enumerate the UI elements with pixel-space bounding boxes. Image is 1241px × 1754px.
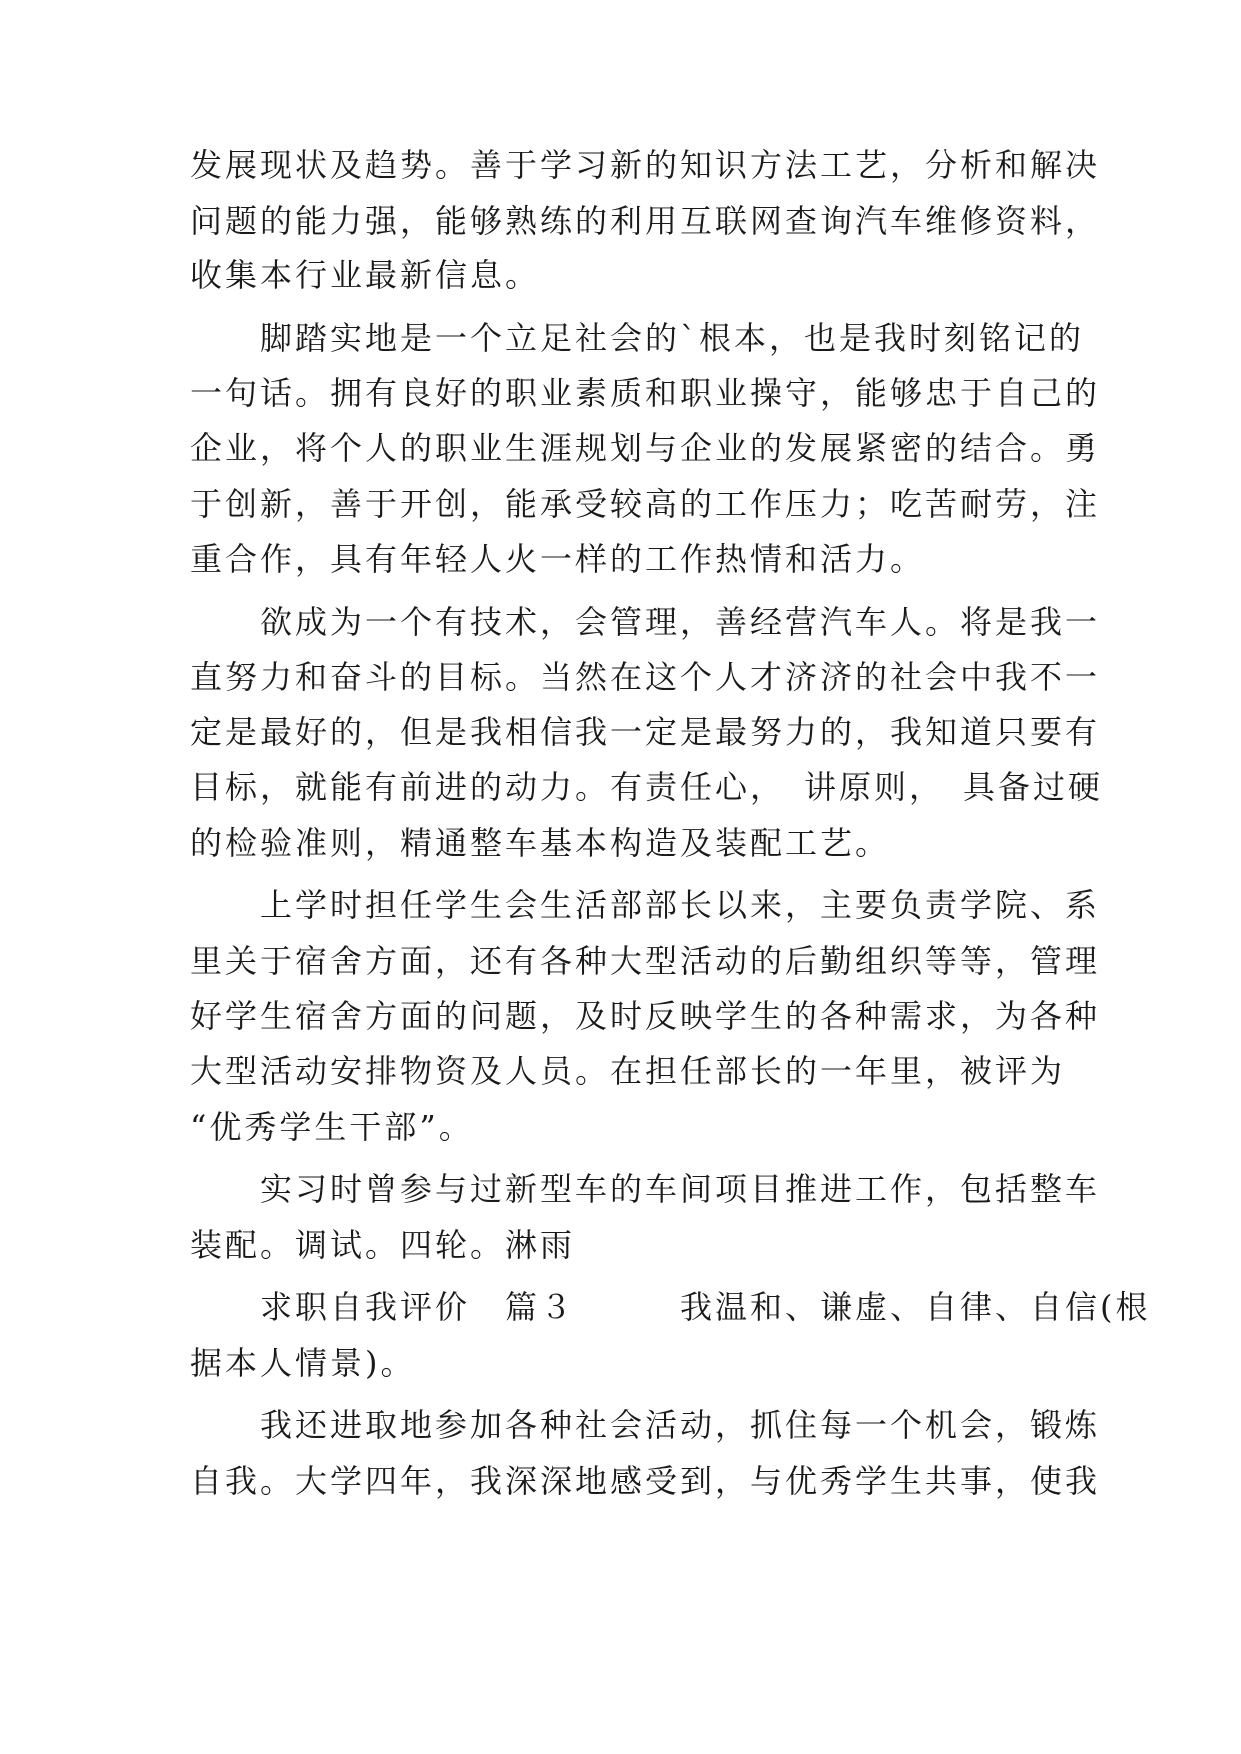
- text-line: 一句话。拥有良好的职业素质和职业操守，能够忠于自己的: [190, 374, 1101, 412]
- text-line: 问题的能力强，能够熟练的利用互联网查询汽车维修资料，: [190, 202, 1101, 240]
- text-line: 收集本行业最新信息。: [190, 256, 541, 294]
- text-line: 定是最好的，但是我相信我一定是最努力的，我知道只要有: [190, 713, 1101, 751]
- text-line: 的检验准则，精通整车基本构造及装配工艺。: [190, 824, 891, 862]
- text-line: 装配。调试。四轮。淋雨: [190, 1226, 576, 1264]
- text-line: 欲成为一个有技术，会管理，善经营汽车人。将是我一: [190, 603, 1101, 641]
- text-line: 据本人情景)。: [190, 1344, 416, 1382]
- text-line: 上学时担任学生会生活部部长以来，主要负责学院、系: [190, 886, 1101, 924]
- text-line: 求职自我评价 篇３ 我温和、谦虚、自律、自信(根: [190, 1288, 1151, 1326]
- text-line: 里关于宿舍方面，还有各种大型活动的后勤组织等等，管理: [190, 942, 1101, 980]
- text-line: 重合作，具有年轻人火一样的工作热情和活力。: [190, 540, 926, 578]
- text-line: 我还进取地参加各种社会活动，抓住每一个机会，锻炼: [190, 1406, 1101, 1444]
- text-line: 好学生宿舍方面的问题，及时反映学生的各种需求，为各种: [190, 997, 1101, 1035]
- text-line: “优秀学生干部”。: [190, 1108, 474, 1146]
- text-line: 脚踏实地是一个立足社会的`根本，也是我时刻铭记的: [190, 319, 1085, 357]
- text-line: 实习时曾参与过新型车的车间项目推进工作，包括整车: [190, 1170, 1101, 1208]
- text-line: 直努力和奋斗的目标。当然在这个人才济济的社会中我不一: [190, 658, 1101, 696]
- text-line: 企业，将个人的职业生涯规划与企业的发展紧密的结合。勇: [190, 429, 1101, 467]
- text-line: 目标，就能有前进的动力。有责任心， 讲原则， 具备过硬: [190, 768, 1104, 806]
- text-line: 于创新，善于开创，能承受较高的工作压力；吃苦耐劳，注: [190, 485, 1101, 523]
- text-line: 大型活动安排物资及人员。在担任部长的一年里，被评为: [190, 1052, 1066, 1090]
- text-line: 自我。大学四年，我深深地感受到，与优秀学生共事，使我: [190, 1462, 1101, 1500]
- text-line: 发展现状及趋势。善于学习新的知识方法工艺，分析和解决: [190, 146, 1101, 184]
